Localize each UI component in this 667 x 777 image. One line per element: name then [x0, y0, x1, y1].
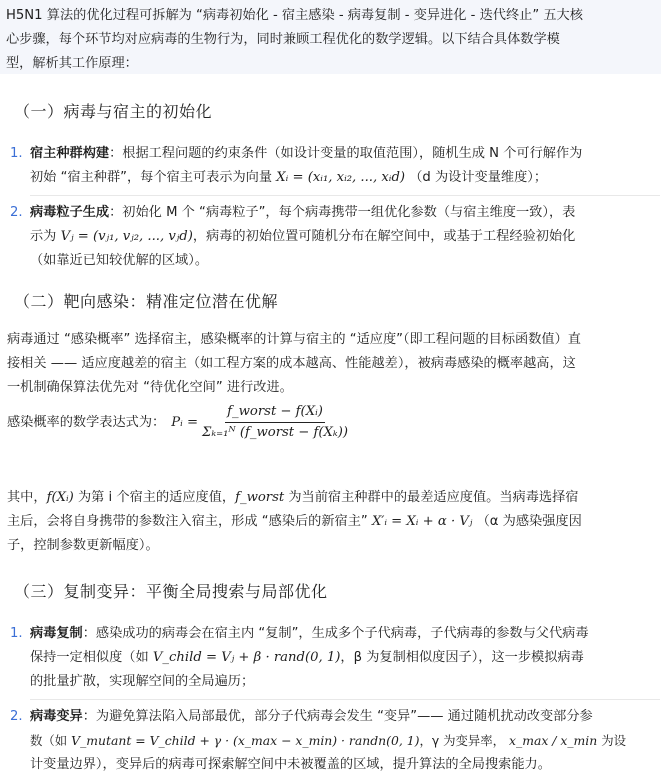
list-item — [10, 622, 660, 694]
paragraph-line: 一机制确保算法优先对 “待优化空间” 进行改进。 — [7, 380, 293, 395]
math-inline: f(Xᵢ) — [46, 490, 74, 505]
list-item — [10, 201, 660, 273]
item-text: （d 为设计变量维度）； — [409, 170, 548, 185]
math-inline: x_max / x_min — [509, 733, 598, 748]
paragraph-line: 接相关 —— 适应度越差的宿主（如工程方案的成本越高、性能越差），被病毒感染的概率越高，这 — [7, 356, 576, 371]
paragraph — [7, 328, 662, 400]
item-text: 保持一定相似度（如 — [30, 650, 149, 665]
item-text: （如靠近已知较优解的区域）。 — [30, 253, 209, 268]
item-text: ，病毒的初始位置可随机分布在解空间中，或基于工程经验初始化 — [192, 229, 576, 244]
list-item — [10, 142, 660, 190]
list-item — [10, 705, 660, 777]
intro-line: 心步骤，每个环节均对应病毒的生物行为，同时兼顾工程优化的数学逻辑。以下结合具体数学模 — [6, 32, 560, 47]
math-inline: Vⱼ = (vⱼ₁, vⱼ₂, ..., vⱼd) — [60, 229, 193, 244]
item-text: 计变量边界），变异后的病毒可探索解空间中未被覆盖的区域，提升算法的全局搜索能力。 — [30, 757, 551, 772]
paragraph — [7, 486, 662, 558]
paragraph-text: 为当前宿主种群中的最差适应度值。当病毒选择宿 — [288, 490, 579, 505]
intro-line: H5N1 算法的优化过程可拆解为 “病毒初始化 - 宿主感染 - 病毒复制 - 变异进化 - 迭代终止” 五大核 — [6, 8, 583, 23]
math-inline: V_mutant = V_child + γ · (x_max − x_min) · randn(0, 1) — [71, 733, 420, 748]
item-text: ：初始化 M 个 “病毒粒子”，每个病毒携带一组优化参数（与宿主维度一致），表 — [109, 205, 576, 220]
list-number: 2. — [10, 205, 23, 220]
item-text: ：为避免算法陷入局部最优，部分子代病毒会发生 “变异”—— 通过随机扰动改变部分参 — [82, 709, 593, 724]
item-text: ，β 为复制相似度因子），这一步模拟病毒 — [340, 650, 584, 665]
intro-block — [0, 0, 661, 74]
ordered-list — [10, 142, 660, 273]
paragraph-text: （α 为感染强度因 — [476, 514, 582, 529]
item-text: 初始 “宿主种群”，每个宿主可表示为向量 — [30, 170, 273, 185]
list-number: 1. — [10, 146, 23, 161]
paragraph-text: 为第 i 个宿主的适应度值， — [77, 490, 236, 505]
intro-line: 型，解析其工作原理： — [6, 56, 138, 71]
item-text: 示为 — [30, 229, 57, 244]
item-text: 为设 — [601, 733, 626, 748]
divider — [30, 195, 660, 196]
formula-lhs: Pᵢ = — [171, 414, 199, 430]
item-bold-label: 病毒粒子生成 — [30, 205, 110, 220]
item-text: ：感染成功的病毒会在宿主内 “复制”，生成多个子代病毒，子代病毒的参数与父代病毒 — [82, 626, 589, 641]
formula-numerator: f_worst − f(Xᵢ) — [225, 402, 325, 423]
paragraph-text: 主后，会将自身携带的参数注入宿主，形成 “感染后的新宿主” — [7, 514, 368, 529]
item-text: 的批量扩散，实现解空间的全局遍历； — [30, 674, 255, 689]
paragraph-text: 其中， — [7, 490, 47, 505]
section-heading: （二）靶向感染：精准定位潜在优解 — [14, 292, 279, 311]
formula-row — [7, 402, 662, 443]
paragraph-line: 病毒通过 “感染概率” 选择宿主，感染概率的计算与宿主的 “适应度”（即工程问题的目标函数值）直 — [7, 332, 581, 347]
item-bold-label: 宿主种群构建 — [30, 146, 110, 161]
item-text: 数（如 — [30, 733, 68, 748]
formula-label: 感染概率的数学表达式为： — [7, 414, 166, 430]
item-text: ：根据工程问题的约束条件（如设计变量的取值范围），随机生成 N 个可行解作为 — [109, 146, 583, 161]
paragraph-line: 子，控制参数更新幅度）。 — [7, 538, 159, 553]
section-heading: （一）病毒与宿主的初始化 — [14, 102, 213, 121]
math-inline: V_child = Vⱼ + β · rand(0, 1) — [152, 650, 341, 665]
item-text: ，γ 为变异率， — [419, 733, 506, 748]
math-inline: Xᵢ = (xᵢ₁, xᵢ₂, ..., xᵢd) — [276, 170, 406, 185]
formula-denominator: Σₖ₌₁ᴺ (f_worst − f(Xₖ)) — [202, 425, 349, 440]
section-heading: （三）复制变异：平衡全局搜索与局部优化 — [14, 582, 328, 601]
ordered-list — [10, 622, 660, 777]
item-bold-label: 病毒复制 — [30, 626, 83, 641]
math-inline: X′ᵢ = Xᵢ + α · Vⱼ — [371, 514, 473, 529]
math-inline: f_worst — [235, 490, 285, 505]
item-bold-label: 病毒变异 — [30, 709, 83, 724]
list-number: 1. — [10, 626, 23, 641]
divider — [30, 699, 660, 700]
list-number: 2. — [10, 709, 23, 724]
formula-fraction — [202, 402, 348, 443]
